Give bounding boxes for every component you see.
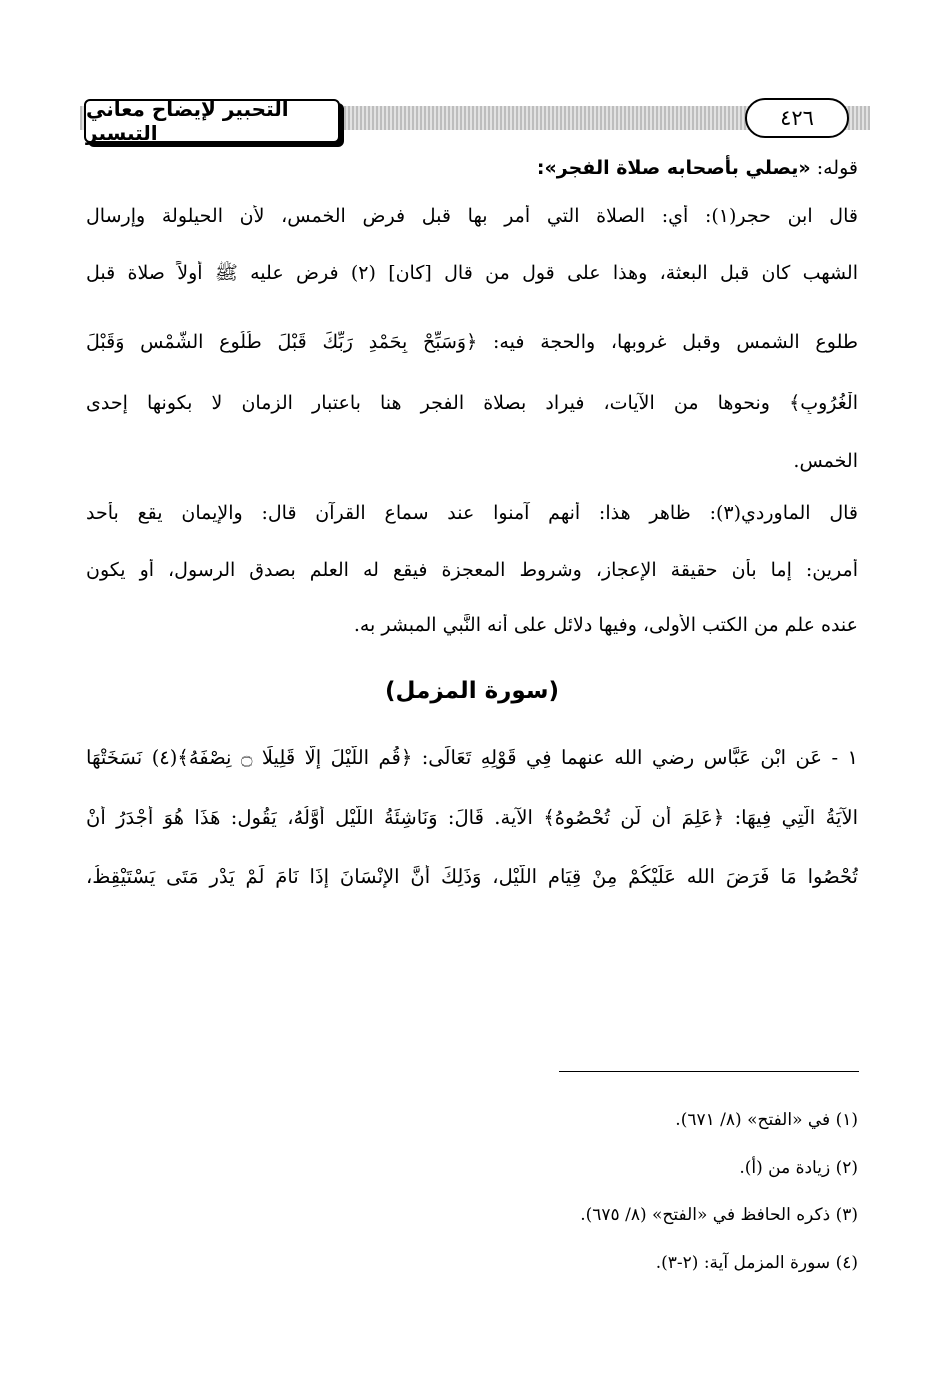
paragraph-line: قال ابن حجر(١): أي: الصلاة التي أمر بها قبل فرض الخمس، لأن الحيلولة وإرسال <box>86 205 858 227</box>
page-number <box>745 98 849 138</box>
footnote-separator <box>559 1071 859 1072</box>
running-title <box>84 99 340 143</box>
paragraph-line: طلوع الشمس وقبل غروبها، والحجة فيه: ﴿وَسَبِّحْ بِحَمْدِ رَبِّكَ قَبْلَ طُلُوعِ الشَّمْسِ وَقَبْلَ <box>86 331 858 353</box>
footnote: (٣) ذكره الحافظ في «الفتح» (٨/ ٦٧٥). <box>580 1205 858 1225</box>
paragraph-line: الشهب كان قبل البعثة، وهذا على قول من قال [كان] (٢) فرض عليه ﷺ أولاً صلاة قبل <box>86 262 858 284</box>
intro-quote: «يصلي بأصحابه صلاة الفجر»: <box>536 157 811 179</box>
footnote: (١) في «الفتح» (٨/ ٦٧١). <box>675 1110 858 1130</box>
page-number-text: ٤٢٦ <box>780 106 814 130</box>
section-title: (سورة المزمل) <box>385 678 559 704</box>
hadith-line: ١ - عَنِ ابْنِ عَبَّاسٍ رضي الله عنهما فِي قَوْلِهِ تَعَالَى: ﴿قُمِ اللَّيْلَ إِلَّا قَلِيلًا ۝ نِصْفَهُ﴾(٤) نَسَخَتْهَا <box>86 746 858 769</box>
hadith-line: الآيَةُ الَّتِي فِيهَا: ﴿عَلِمَ أَن لَّن تُحْصُوهُ﴾ الآية. قَالَ: وَنَاشِئَةُ اللَّيْلِ أَوَّلُهُ، يَقُول: هَذَا هُوَ أَجْدَرُ أَنْ <box>86 806 858 829</box>
hadith-line: تُحْصُوا مَا فَرَضَ الله عَلَيْكُمْ مِنْ قِيَامِ اللَّيْلِ، وَذَلِكَ أَنَّ الإِنْسَانَ إِذَا نَامَ لَمْ يَدْرِ مَتَى يَسْتَيْقِظُ، <box>86 865 858 888</box>
paragraph-line: الْغُرُوبِ﴾ ونحوها من الآيات، فيراد بصلاة الفجر هنا باعتبار الزمان لا بكونها إحدى <box>86 392 858 414</box>
footnote: (٢) زيادة من (أ). <box>739 1158 858 1178</box>
paragraph-line: عنده علم من الكتب الأولى، وفيها دلائل على أنه النَّبي المبشر به. <box>353 614 858 636</box>
paragraph-line: قال الماوردي(٣): ظاهر هذا: أنهم آمنوا عند سماع القرآن قال: والإيمان يقع بأحد <box>86 502 858 524</box>
running-title-text: التحبير لإيضاح معاني التيسير <box>86 97 289 145</box>
intro-line <box>537 157 858 179</box>
intro-prefix: قوله: <box>810 157 858 179</box>
paragraph-line: أمرين: إما بأن حقيقة الإعجاز، وشروط المعجزة فيقع له العلم بصدق الرسول، أو يكون <box>86 559 858 581</box>
paragraph-line: الخمس. <box>793 450 858 472</box>
footnote: (٤) سورة المزمل آية: (٢-٣). <box>655 1253 858 1273</box>
